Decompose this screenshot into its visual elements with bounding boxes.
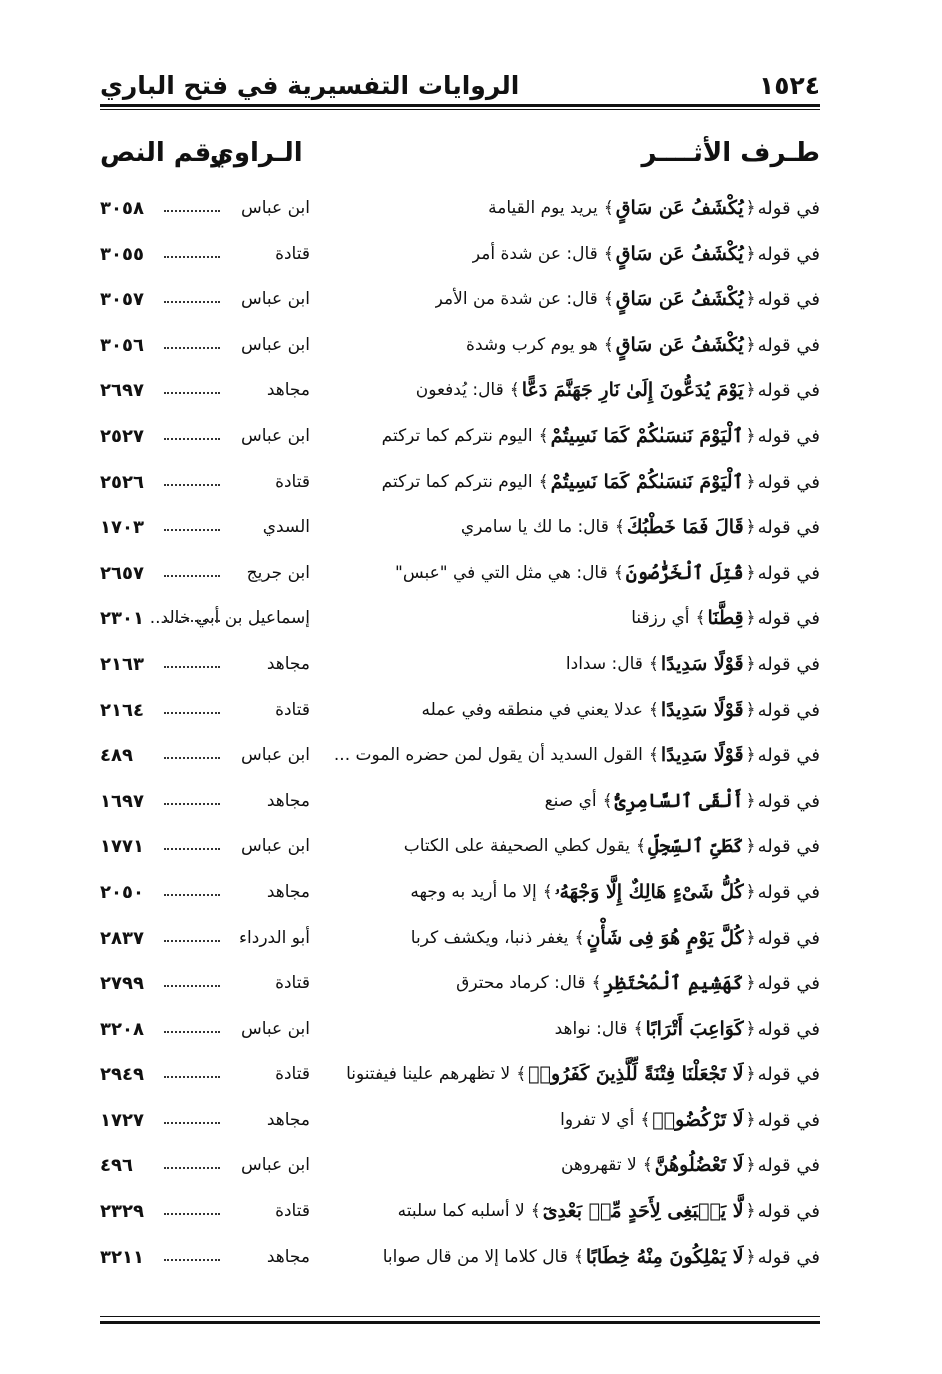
quran-phrase: ٱلْيَوْمَ نَنسَىٰكُمْ كَمَا نَسِيتُمْ <box>550 470 744 493</box>
table-row <box>100 277 820 323</box>
excerpt-prefix: في قوله <box>757 380 820 402</box>
ornate-bracket-close-icon: ﴾ <box>573 1246 584 1267</box>
text-number-cell: ٤٨٩ <box>100 745 133 767</box>
quran-phrase: يَوْمَ يُدَعُّونَ إِلَىٰ نَارِ جَهَنَّمَ دَعًّا <box>521 379 744 402</box>
narrator-cell: ابن عباس <box>240 334 310 355</box>
leader-dots <box>164 347 220 349</box>
text-number-cell: ٢٦٥٧ <box>100 562 144 584</box>
excerpt-prefix: في قوله <box>757 562 820 584</box>
excerpt-cell <box>461 505 820 550</box>
excerpt-cell <box>395 551 820 596</box>
text-number-cell: ١٧٧١ <box>100 836 144 858</box>
ornate-bracket-open-icon: ﴿ <box>745 1064 756 1085</box>
table-row <box>100 551 820 597</box>
text-number-cell: ١٦٩٧ <box>100 790 144 812</box>
excerpt-cell <box>561 1143 820 1188</box>
narrator-cell: إسماعيل بن أبي خالد.. <box>149 608 310 629</box>
excerpt-text: لا تقهروهن <box>560 1155 637 1176</box>
table-row <box>100 232 820 278</box>
excerpt-cell <box>382 460 820 505</box>
quran-phrase: كُلَّ يَوْمٍ هُوَ فِى شَأْنٍ <box>586 926 744 949</box>
excerpt-text: إلا ما أريد به وجهه <box>410 881 537 902</box>
leader-dots <box>164 666 220 668</box>
leader-dots <box>164 940 220 942</box>
ornate-bracket-open-icon: ﴿ <box>745 1246 756 1267</box>
excerpt-prefix: في قوله <box>757 243 820 265</box>
quran-phrase: يُكْشَفُ عَن سَاقٍ <box>615 197 744 219</box>
excerpt-prefix: في قوله <box>757 699 820 721</box>
ornate-bracket-close-icon: ﴾ <box>695 608 706 629</box>
narrator-cell: ابن عباس <box>240 289 310 310</box>
excerpt-text: أي صنع <box>544 790 597 811</box>
text-number-cell: ٢٩٤٩ <box>100 1064 144 1086</box>
text-number-cell: ٤٩٦ <box>100 1155 133 1177</box>
quran-phrase: كَهَشِيمِ ٱلْمُحْتَظِرِ <box>603 972 744 995</box>
ornate-bracket-close-icon: ﴾ <box>530 1201 541 1222</box>
leader-dots <box>164 1259 220 1261</box>
index-table <box>100 186 820 1280</box>
footer-rule-thin <box>100 1316 820 1317</box>
ornate-bracket-close-icon: ﴾ <box>648 653 659 674</box>
excerpt-prefix: في قوله <box>757 973 820 995</box>
excerpt-cell <box>346 1052 820 1097</box>
narrator-cell: قتادة <box>275 471 310 492</box>
leader-dots <box>164 575 220 577</box>
leader-dots <box>164 301 220 303</box>
page-number: ١٥٢٤ <box>758 71 820 100</box>
text-number-cell: ٣٢٠٨ <box>100 1018 144 1040</box>
leader-dots <box>164 712 220 714</box>
book-title: الروايات التفسيرية في فتح الباري <box>100 71 520 100</box>
excerpt-text: قال: يُدفعون <box>415 380 504 401</box>
narrator-cell: مجاهد <box>266 653 310 674</box>
ornate-bracket-open-icon: ﴿ <box>745 243 756 264</box>
table-row <box>100 1098 820 1144</box>
quran-phrase: لَّا يَنۢبَغِى لِأَحَدٍ مِّنۢ بَعْدِىٓ <box>542 1200 744 1223</box>
leader-dots <box>164 210 220 212</box>
excerpt-text: اليوم نتركم كما تركتم <box>381 471 533 492</box>
excerpt-cell <box>631 596 820 641</box>
text-number-cell: ٣٢١١ <box>100 1246 144 1268</box>
column-heading-excerpt: طـرف الأثــــر <box>641 138 820 168</box>
excerpt-prefix: في قوله <box>757 334 820 356</box>
table-row <box>100 642 820 688</box>
excerpt-text: قال: عن شدة من الأمر <box>434 289 598 310</box>
text-number-cell: ٢٣٠١ <box>100 608 144 630</box>
text-number-cell: ٢٥٢٦ <box>100 471 144 493</box>
table-row <box>100 870 820 916</box>
column-heading-narrator: الـراوي <box>210 138 303 168</box>
excerpt-cell <box>334 733 820 778</box>
text-number-cell: ٢٧٩٩ <box>100 973 144 995</box>
narrator-cell: ابن عباس <box>240 1018 310 1039</box>
leader-dots <box>164 484 220 486</box>
ornate-bracket-open-icon: ﴿ <box>745 699 756 720</box>
excerpt-text: أي لا تفروا <box>560 1109 635 1130</box>
quran-phrase: كَطَىِّ ٱلسِّجِلِّ <box>647 835 744 858</box>
narrator-cell: أبو الدرداء <box>239 927 310 948</box>
text-number-cell: ٣٠٥٦ <box>100 334 144 356</box>
quran-phrase: لَا تَرْكُضُوا۟ <box>652 1108 744 1131</box>
text-number-cell: ٢٦٩٧ <box>100 380 144 402</box>
ornate-bracket-close-icon: ﴾ <box>603 243 614 264</box>
text-number-cell: ٣٠٥٨ <box>100 198 144 219</box>
ornate-bracket-open-icon: ﴿ <box>745 608 756 629</box>
excerpt-text: يريد يوم القيامة <box>488 198 598 218</box>
ornate-bracket-close-icon: ﴾ <box>633 1018 644 1039</box>
leader-dots <box>164 985 220 987</box>
ornate-bracket-open-icon: ﴿ <box>745 198 756 218</box>
text-number-cell: ٢١٦٤ <box>100 699 144 721</box>
leader-dots <box>164 392 220 394</box>
leader-dots <box>164 757 220 759</box>
table-row <box>100 1235 820 1281</box>
ornate-bracket-open-icon: ﴿ <box>745 653 756 674</box>
narrator-cell: ابن عباس <box>240 425 310 446</box>
footer-rule-thick <box>100 1321 820 1324</box>
quran-phrase: قُتِلَ ٱلْخَرَّٰصُونَ <box>625 561 744 584</box>
narrator-cell: مجاهد <box>266 1246 310 1267</box>
excerpt-cell <box>472 232 820 277</box>
ornate-bracket-close-icon: ﴾ <box>516 1064 527 1085</box>
table-row <box>100 368 820 414</box>
narrator-cell: قتادة <box>275 699 310 720</box>
excerpt-cell <box>382 414 820 459</box>
excerpt-prefix: في قوله <box>757 745 820 767</box>
ornate-bracket-open-icon: ﴿ <box>745 927 756 948</box>
text-number-cell: ١٧٢٧ <box>100 1109 144 1131</box>
ornate-bracket-close-icon: ﴾ <box>603 289 614 310</box>
excerpt-prefix: في قوله <box>757 881 820 903</box>
header-rule-thin <box>100 109 820 110</box>
ornate-bracket-open-icon: ﴿ <box>745 334 756 355</box>
excerpt-text: قال: سدادا <box>565 653 643 674</box>
quran-phrase: لَا تَعْضُلُوهُنَّ <box>654 1154 744 1177</box>
narrator-cell: ابن جريج <box>246 562 310 583</box>
excerpt-text: قال: كرماد محترق <box>456 973 586 994</box>
ornate-bracket-open-icon: ﴿ <box>745 1018 756 1039</box>
narrator-cell: مجاهد <box>266 790 310 811</box>
leader-dots <box>164 1122 220 1124</box>
narrator-cell: قتادة <box>275 243 310 264</box>
table-row <box>100 323 820 369</box>
excerpt-text: قال: هي مثل التي في "عبس" <box>395 562 608 583</box>
excerpt-prefix: في قوله <box>757 289 820 311</box>
leader-dots <box>164 1031 220 1033</box>
leader-dots <box>164 894 220 896</box>
ornate-bracket-close-icon: ﴾ <box>648 745 659 766</box>
excerpt-text: يغفر ذنبا، ويكشف كربا <box>410 927 569 948</box>
ornate-bracket-close-icon: ﴾ <box>642 1155 653 1176</box>
table-row <box>100 916 820 962</box>
excerpt-prefix: في قوله <box>757 471 820 493</box>
ornate-bracket-close-icon: ﴾ <box>640 1109 651 1130</box>
ornate-bracket-open-icon: ﴿ <box>745 289 756 310</box>
ornate-bracket-close-icon: ﴾ <box>603 334 614 355</box>
text-number-cell: ١٧٠٣ <box>100 517 144 539</box>
table-row <box>100 733 820 779</box>
excerpt-prefix: في قوله <box>757 653 820 675</box>
quran-phrase: لَا يَمْلِكُونَ مِنْهُ خِطَابًا <box>585 1245 744 1268</box>
leader-dots <box>164 848 220 850</box>
ornate-bracket-open-icon: ﴿ <box>745 1155 756 1176</box>
excerpt-cell <box>435 277 820 322</box>
narrator-cell: ابن عباس <box>240 1155 310 1176</box>
narrator-cell: قتادة <box>275 973 310 994</box>
excerpt-prefix: في قوله <box>757 425 820 447</box>
ornate-bracket-open-icon: ﴿ <box>745 471 756 492</box>
ornate-bracket-close-icon: ﴾ <box>538 471 549 492</box>
ornate-bracket-close-icon: ﴾ <box>603 198 614 218</box>
ornate-bracket-close-icon: ﴾ <box>602 790 613 811</box>
ornate-bracket-close-icon: ﴾ <box>538 425 549 446</box>
table-row <box>100 505 820 551</box>
leader-dots <box>164 256 220 258</box>
quran-phrase: لَا تَجْعَلْنَا فِتْنَةً لِّلَّذِينَ كَفَرُوا۟ <box>528 1063 744 1086</box>
leader-dots <box>164 438 220 440</box>
table-row <box>100 1189 820 1235</box>
quran-phrase: قَوْلًا سَدِيدًا <box>660 744 744 767</box>
excerpt-cell <box>560 1098 820 1143</box>
ornate-bracket-close-icon: ﴾ <box>509 380 520 401</box>
excerpt-prefix: في قوله <box>757 1201 820 1223</box>
table-row <box>100 961 820 1007</box>
table-row <box>100 1007 820 1053</box>
ornate-bracket-open-icon: ﴿ <box>745 881 756 902</box>
running-header <box>100 58 820 100</box>
excerpt-prefix: في قوله <box>757 836 820 858</box>
excerpt-prefix: في قوله <box>757 608 820 630</box>
ornate-bracket-open-icon: ﴿ <box>745 973 756 994</box>
excerpt-text: القول السديد أن يقول لمن حضره الموت ... <box>333 745 643 766</box>
ornate-bracket-open-icon: ﴿ <box>745 425 756 446</box>
excerpt-text: هو يوم كرب وشدة <box>466 334 598 355</box>
excerpt-prefix: في قوله <box>757 1109 820 1131</box>
table-row <box>100 460 820 506</box>
excerpt-cell <box>421 688 820 733</box>
leader-dots <box>164 1167 220 1169</box>
excerpt-prefix: في قوله <box>757 517 820 539</box>
quran-phrase: يُكْشَفُ عَن سَاقٍ <box>615 242 744 265</box>
ornate-bracket-open-icon: ﴿ <box>745 1109 756 1130</box>
excerpt-prefix: في قوله <box>757 1155 820 1177</box>
quran-phrase: قَوْلًا سَدِيدًا <box>660 698 744 721</box>
ornate-bracket-open-icon: ﴿ <box>745 1201 756 1222</box>
table-row <box>100 779 820 825</box>
excerpt-cell <box>488 186 820 231</box>
ornate-bracket-open-icon: ﴿ <box>745 745 756 766</box>
quran-phrase: ٱلْيَوْمَ نَنسَىٰكُمْ كَمَا نَسِيتُمْ <box>550 424 744 447</box>
text-number-cell: ٣٠٥٧ <box>100 289 144 311</box>
excerpt-cell <box>555 1007 820 1052</box>
ornate-bracket-close-icon: ﴾ <box>636 836 646 857</box>
narrator-cell: مجاهد <box>266 380 310 401</box>
excerpt-cell <box>398 1189 820 1234</box>
ornate-bracket-open-icon: ﴿ <box>745 380 756 401</box>
narrator-cell: السدي <box>262 517 310 538</box>
excerpt-cell <box>456 961 820 1006</box>
narrator-cell: ابن عباس <box>240 745 310 766</box>
excerpt-cell <box>566 642 820 687</box>
table-row <box>100 824 820 870</box>
excerpt-prefix: في قوله <box>757 790 820 812</box>
text-number-cell: ٣٠٥٥ <box>100 243 144 265</box>
ornate-bracket-close-icon: ﴾ <box>591 973 602 994</box>
excerpt-text: قال كلاما إلا من قال صوابا <box>382 1246 568 1267</box>
ornate-bracket-close-icon: ﴾ <box>614 517 625 538</box>
excerpt-text: اليوم نتركم كما تركتم <box>381 425 533 446</box>
quran-phrase: كُلُّ شَىْءٍ هَالِكٌ إِلَّا وَجْهَهُۥ <box>554 880 744 903</box>
leader-dots <box>164 1213 220 1215</box>
table-row <box>100 1052 820 1098</box>
column-headings <box>100 138 820 178</box>
excerpt-text: لا أسلبه كما سلبته <box>397 1201 525 1222</box>
text-number-cell: ٢٠٥٠ <box>100 881 144 903</box>
narrator-cell: ابن عباس <box>240 836 310 857</box>
excerpt-prefix: في قوله <box>757 1064 820 1086</box>
quran-phrase: قَوْلًا سَدِيدًا <box>660 652 744 675</box>
excerpt-cell <box>383 1235 820 1280</box>
leader-dots <box>164 620 220 622</box>
excerpt-text: أي رزقنا <box>631 608 690 629</box>
text-number-cell: ٢٥٢٧ <box>100 425 144 447</box>
narrator-cell: مجاهد <box>266 881 310 902</box>
ornate-bracket-close-icon: ﴾ <box>613 562 624 583</box>
text-number-cell: ٢٣٢٩ <box>100 1201 144 1223</box>
ornate-bracket-open-icon: ﴿ <box>745 836 756 857</box>
quran-phrase: كَوَاعِبَ أَتْرَابًا <box>645 1017 744 1040</box>
narrator-cell: مجاهد <box>266 1109 310 1130</box>
excerpt-text: قال: عن شدة أمر <box>471 243 598 264</box>
excerpt-prefix: في قوله <box>757 198 820 219</box>
column-heading-text-number: رقم النص <box>100 138 227 168</box>
excerpt-prefix: في قوله <box>757 1246 820 1268</box>
leader-dots <box>164 803 220 805</box>
excerpt-cell <box>404 824 820 869</box>
quran-phrase: يُكْشَفُ عَن سَاقٍ <box>615 288 744 311</box>
excerpt-text: قال: نواهد <box>554 1018 628 1039</box>
excerpt-cell <box>545 779 820 824</box>
narrator-cell: قتادة <box>275 1064 310 1085</box>
ornate-bracket-close-icon: ﴾ <box>542 881 553 902</box>
excerpt-text: عدلا يعني في منطقه وفي عمله <box>421 699 643 720</box>
narrator-cell: قتادة <box>275 1201 310 1222</box>
table-row <box>100 596 820 642</box>
text-number-cell: ٢٨٣٧ <box>100 927 144 949</box>
text-number-cell: ٢١٦٣ <box>100 653 144 675</box>
quran-phrase: أَلْقَى ٱلسَّامِرِىُّ <box>614 789 744 812</box>
table-row <box>100 1143 820 1189</box>
excerpt-cell <box>466 323 820 368</box>
excerpt-text: قال: ما لك يا سامري <box>460 517 609 538</box>
narrator-cell: ابن عباس <box>240 198 310 218</box>
excerpt-text: لا تظهرهم علينا فيفتنونا <box>346 1064 511 1085</box>
header-rule-thick <box>100 104 820 107</box>
ornate-bracket-close-icon: ﴾ <box>574 927 585 948</box>
table-row <box>100 688 820 734</box>
quran-phrase: قِطَّنَا <box>707 607 744 630</box>
table-row <box>100 414 820 460</box>
ornate-bracket-open-icon: ﴿ <box>745 517 756 538</box>
ornate-bracket-open-icon: ﴿ <box>745 790 756 811</box>
excerpt-prefix: في قوله <box>757 927 820 949</box>
quran-phrase: يُكْشَفُ عَن سَاقٍ <box>615 333 744 356</box>
leader-dots <box>164 529 220 531</box>
ornate-bracket-open-icon: ﴿ <box>745 562 756 583</box>
excerpt-text: يقول كطي الصحيفة على الكتاب <box>403 836 630 857</box>
excerpt-cell <box>416 368 820 413</box>
excerpt-cell <box>411 916 820 961</box>
table-row <box>100 186 820 232</box>
excerpt-cell <box>410 870 820 915</box>
ornate-bracket-close-icon: ﴾ <box>648 699 659 720</box>
quran-phrase: قَالَ فَمَا خَطْبُكَ <box>626 516 744 539</box>
excerpt-prefix: في قوله <box>757 1018 820 1040</box>
leader-dots <box>164 1076 220 1078</box>
